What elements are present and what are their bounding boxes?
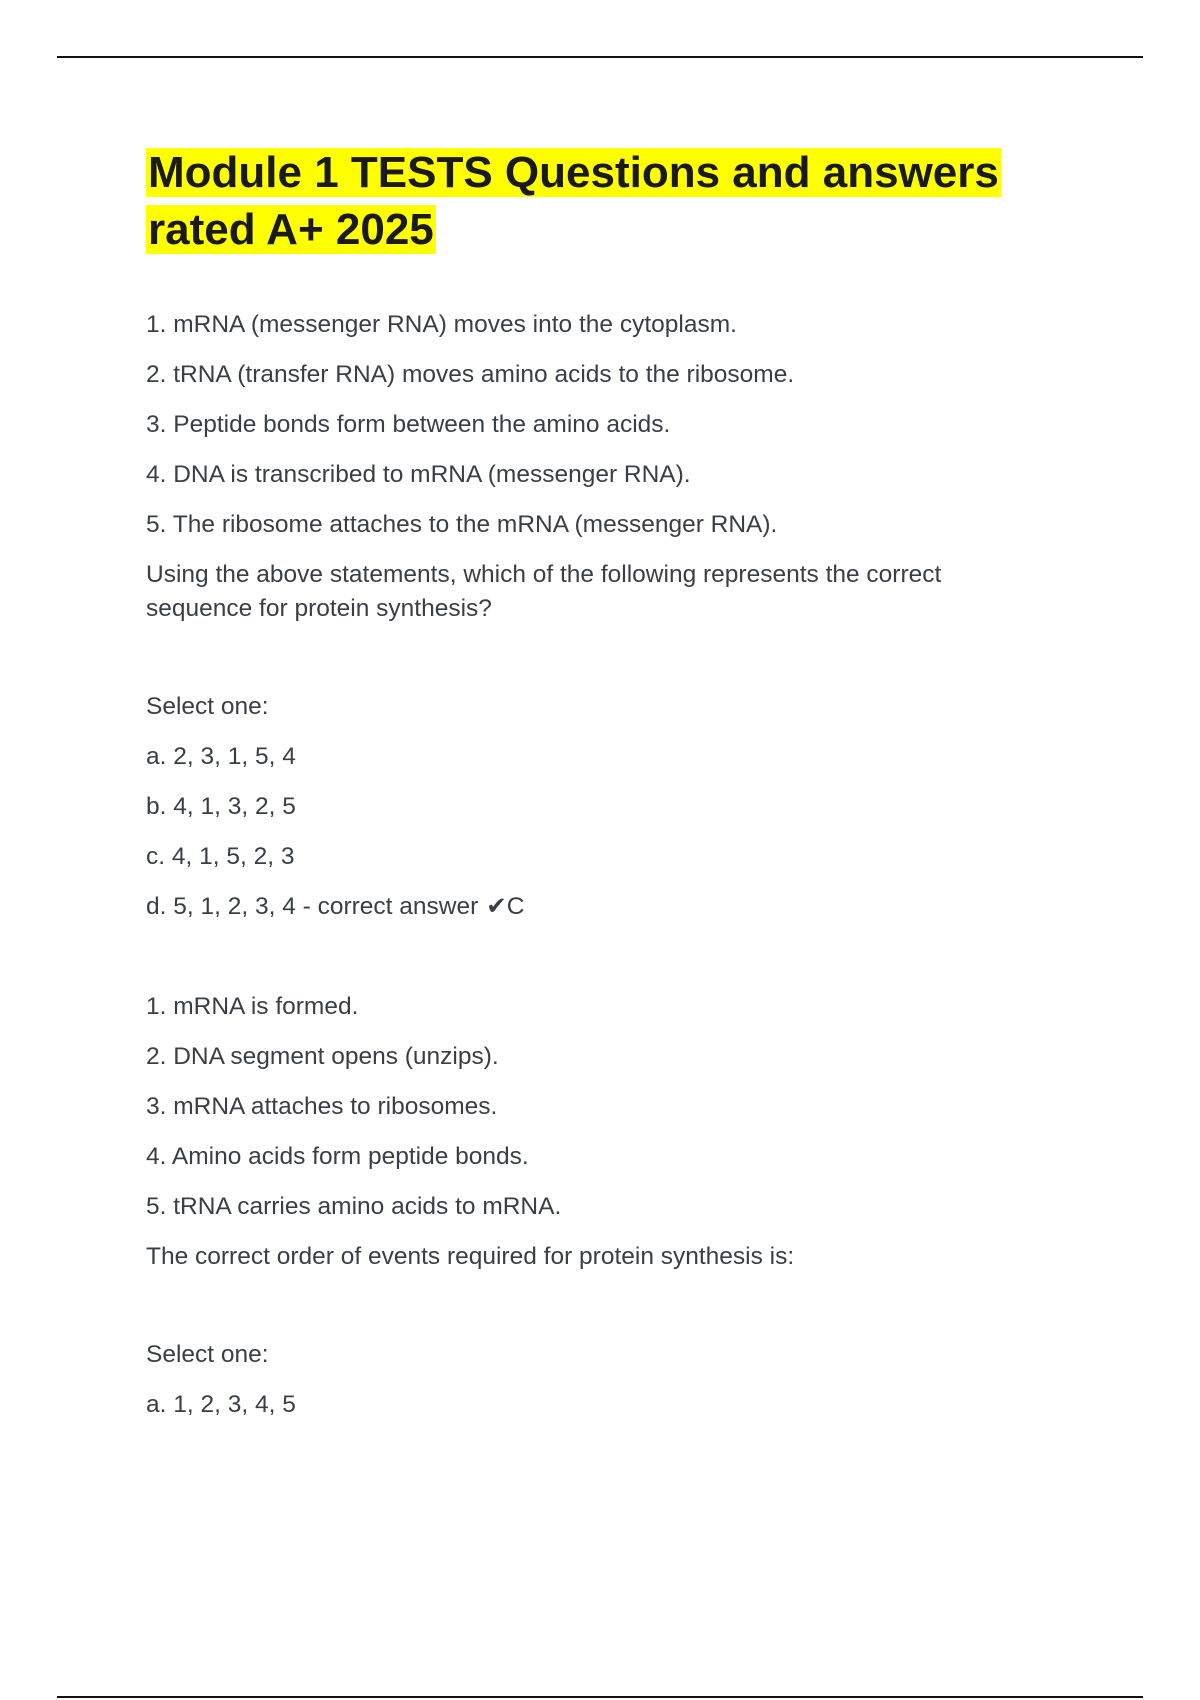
select-label: Select one: [146, 693, 269, 720]
statement-4: 4. Amino acids form peptide bonds. [146, 1143, 529, 1170]
document-body [146, 144, 1066, 1438]
document-title: Module 1 TESTS Questions and answers rated A+ 2025 [148, 148, 999, 254]
statement-4: 4. DNA is transcribed to mRNA (messenger RNA). [146, 461, 691, 488]
statement-5: 5. The ribosome attaches to the mRNA (messenger RNA). [146, 511, 778, 538]
question-1 [146, 308, 1066, 924]
bottom-rule [57, 1696, 1143, 1698]
statement-2: 2. DNA segment opens (unzips). [146, 1043, 499, 1070]
statement-1: 1. mRNA (messenger RNA) moves into the cytoplasm. [146, 311, 737, 338]
answer-check-mark: ✔C [486, 893, 525, 920]
statement-5: 5. tRNA carries amino acids to mRNA. [146, 1193, 562, 1220]
option-d-text: d. 5, 1, 2, 3, 4 - correct answer [146, 893, 479, 920]
question-prompt: The correct order of events required for protein synthesis is: [146, 1243, 795, 1270]
option-b: b. 4, 1, 3, 2, 5 [146, 793, 296, 820]
question-2 [146, 990, 1066, 1422]
question-prompt: Using the above statements, which of the following represents the correct sequence for protein synthesis? [146, 561, 942, 622]
statement-3: 3. Peptide bonds form between the amino acids. [146, 411, 671, 438]
option-a: a. 1, 2, 3, 4, 5 [146, 1391, 296, 1418]
statement-3: 3. mRNA attaches to ribosomes. [146, 1093, 498, 1120]
statement-1: 1. mRNA is formed. [146, 993, 359, 1020]
option-c: c. 4, 1, 5, 2, 3 [146, 843, 295, 870]
option-d [146, 890, 1066, 924]
spacer [146, 940, 1066, 990]
option-a: a. 2, 3, 1, 5, 4 [146, 743, 296, 770]
select-label: Select one: [146, 1341, 269, 1368]
top-rule [57, 56, 1143, 58]
statement-2: 2. tRNA (transfer RNA) moves amino acids to the ribosome. [146, 361, 795, 388]
